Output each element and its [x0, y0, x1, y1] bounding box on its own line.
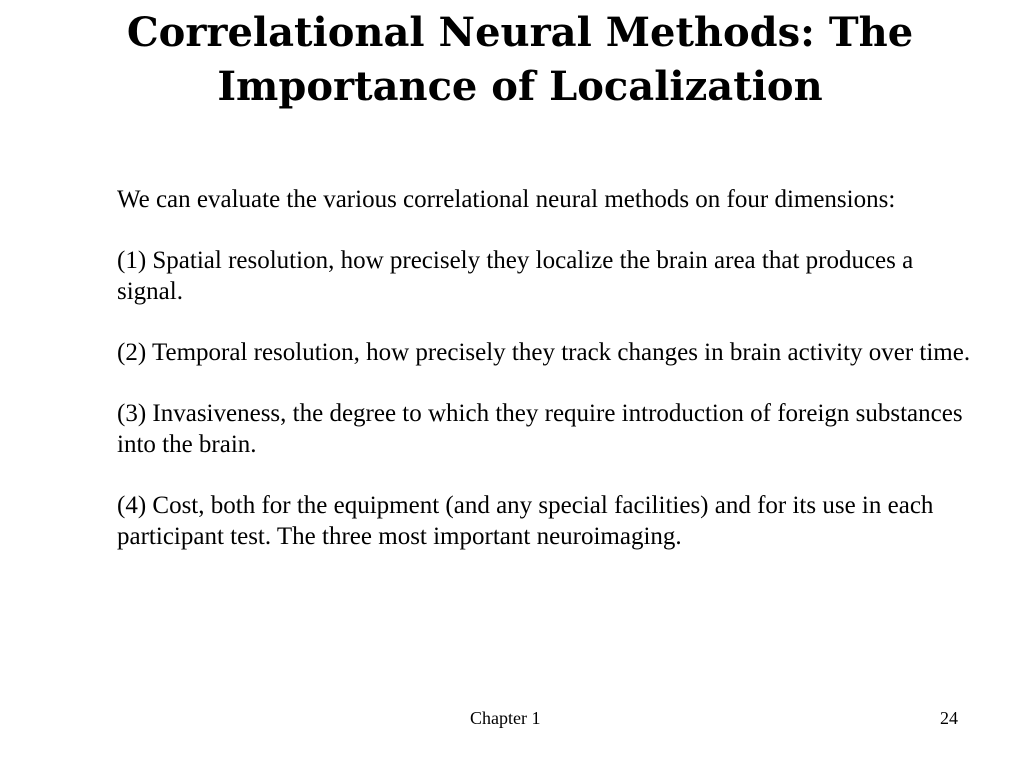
footer-chapter-label: Chapter 1 — [470, 708, 541, 728]
slide-title — [60, 6, 980, 114]
slide-title-line-1: Correlational Neural Methods: The — [126, 9, 914, 56]
dimension-item-temporal-resolution: (2) Temporal resolution, how precisely they track changes in brain activity over time. — [117, 339, 971, 366]
slide-title-line-2: Importance of Localization — [217, 63, 823, 110]
dimension-item-cost: (4) Cost, both for the equipment (and any special facilities) and for its use in each participant test. The three most important neuroimaging. — [117, 492, 934, 550]
dimension-item-invasiveness: (3) Invasiveness, the degree to which they require introduction of foreign substances into the brain. — [117, 400, 963, 458]
intro-paragraph: We can evaluate the various correlational neural methods on four dimensions: — [117, 186, 896, 213]
footer-page-number: 24 — [940, 708, 958, 728]
dimension-item-spatial-resolution: (1) Spatial resolution, how precisely they localize the brain area that produces a signal. — [117, 247, 914, 305]
slide-body — [117, 184, 977, 582]
